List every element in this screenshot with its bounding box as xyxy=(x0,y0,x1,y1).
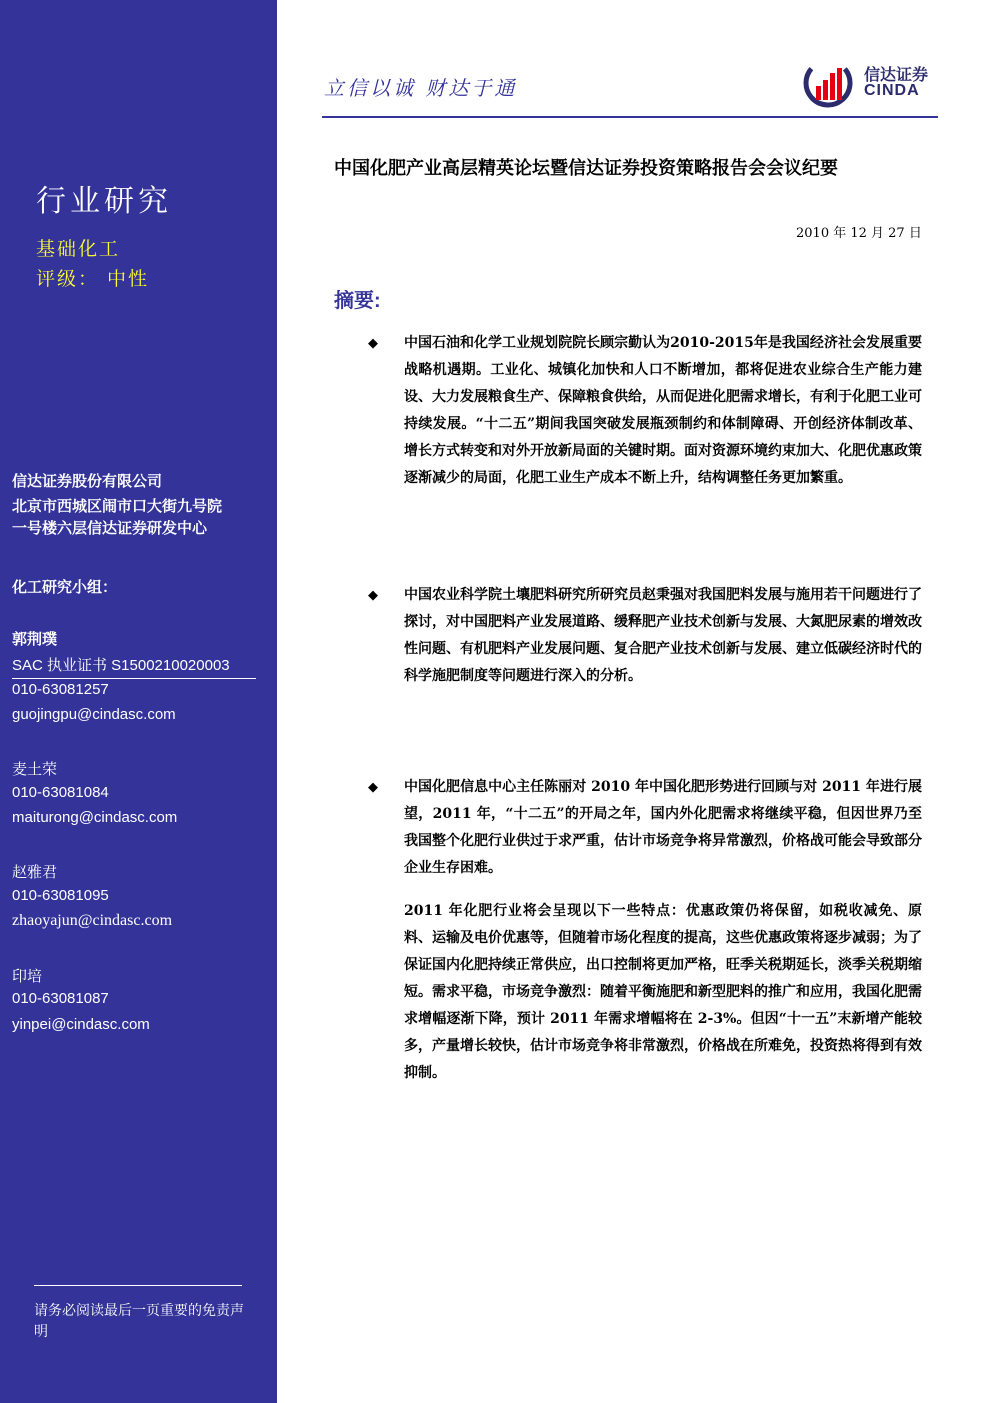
rating-label: 评级： 中性 xyxy=(36,268,150,290)
bullet-icon: ◆ xyxy=(368,780,378,795)
abstract-paragraph: 2011 年化肥行业将会呈现以下一些特点：优惠政策仍将保留，如税收减免、原料、运输及电价优惠等，但随着市场化程度的提高，这些优惠政策将逐步减弱；为了保证国内化肥持续正常供应，出口控制将更加严格，旺季关税期延长，淡季关税期缩短。需求平稳，市场竞争激烈：随着平衡施肥和新型肥料的推广和应用，我国化肥需求增幅逐渐下降，预计 2011 年需求增幅将在 2-3%。但因“十一五”末新增产能较多，产量增长较快，估计市场竞争将非常激烈，价格战在所难免，投资热将得到有效抑制。 xyxy=(404,903,922,1081)
report-type: 行业研究 xyxy=(36,184,172,219)
address-line-1: 北京市西城区闹市口大街九号院 xyxy=(12,498,223,515)
analyst-phone: 010-63081087 xyxy=(12,990,109,1007)
team-label: 化工研究小组： xyxy=(12,579,118,596)
disclaimer: 请务必阅读最后一页重要的免责声明 xyxy=(34,1302,244,1339)
abstract-paragraph: 中国农业科学院土壤肥料研究所研究员赵秉强对我国肥料发展与施用若干问题进行了探讨，对中国肥料产业发展道路、缓释肥产业技术创新与发展、大氮肥尿素的增效改性问题、有机肥料产业发展问题、复合肥产业技术创新与发展、建立低碳经济时代的科学施肥制度等问题进行深入的分析。 xyxy=(404,587,922,684)
analyst-phone: 010-63081084 xyxy=(12,784,109,801)
bullet-icon: ◆ xyxy=(368,588,378,603)
divider xyxy=(12,678,256,679)
analyst-email[interactable]: guojingpu@cindasc.com xyxy=(12,706,176,723)
sidebar xyxy=(0,0,277,1403)
abstract-paragraph: 中国化肥信息中心主任陈丽对 2010 年中国化肥形势进行回顾与对 2011 年进行展望，2011 年，“十二五”的开局之年，国内外化肥需求将继续平稳，但因世界乃至我国整个化肥行业供过于求严重，估计市场竞争将异常激烈，价格战可能会导致部分企业生存困难。 xyxy=(404,779,922,876)
company-motto: 立信以诚 财达于通 xyxy=(324,76,518,100)
abstract-heading: 摘要: xyxy=(334,290,381,312)
analyst-phone: 010-63081257 xyxy=(12,681,109,698)
header-divider xyxy=(322,116,938,118)
analyst-phone: 010-63081095 xyxy=(12,887,109,904)
analyst-name: 印培 xyxy=(12,968,43,985)
report-date: 2010 年 12 月 27 日 xyxy=(796,226,922,241)
analyst-name: 麦土荣 xyxy=(12,761,58,778)
abstract-paragraph: 中国石油和化学工业规划院院长顾宗勤认为2010-2015年是我国经济社会发展重要战略机遇期。工业化、城镇化加快和人口不断增加，都将促进农业综合生产能力建设、大力发展粮食生产、保障粮食供给，从而促进化肥需求增长，有利于化肥工业可持续发展。“十二五”期间我国突破发展瓶颈制约和体制障碍、开创经济体制改革、增长方式转变和对外开放新局面的关键时期。面对资源环境约束加大、化肥优惠政策逐渐减少的局面，化肥工业生产成本不断上升，结构调整任务更加繁重。 xyxy=(404,335,922,486)
report-title: 中国化肥产业高层精英论坛暨信达证券投资策略报告会会议纪要 xyxy=(334,158,838,179)
address-line-2: 一号楼六层信达证券研发中心 xyxy=(12,520,208,537)
analyst-email[interactable]: maiturong@cindasc.com xyxy=(12,809,178,826)
bullet-icon: ◆ xyxy=(368,336,378,351)
cinda-logo xyxy=(800,58,940,108)
logo-text-cn: 信达证券 xyxy=(864,67,929,84)
logo-text-en: CINDA xyxy=(864,82,920,99)
sector-label: 基础化工 xyxy=(36,238,121,260)
company-address xyxy=(12,496,222,540)
analyst-name: 郭荆璞 xyxy=(12,631,58,648)
divider xyxy=(34,1285,242,1286)
analyst-cert: SAC 执业证书 S1500210020003 xyxy=(12,657,230,674)
analyst-email[interactable]: zhaoyajun@cindasc.com xyxy=(12,912,173,929)
analyst-name: 赵雅君 xyxy=(12,864,58,881)
analyst-email[interactable]: yinpei@cindasc.com xyxy=(12,1016,150,1033)
company-name: 信达证券股份有限公司 xyxy=(12,473,163,490)
cinda-logo-icon xyxy=(800,58,860,108)
